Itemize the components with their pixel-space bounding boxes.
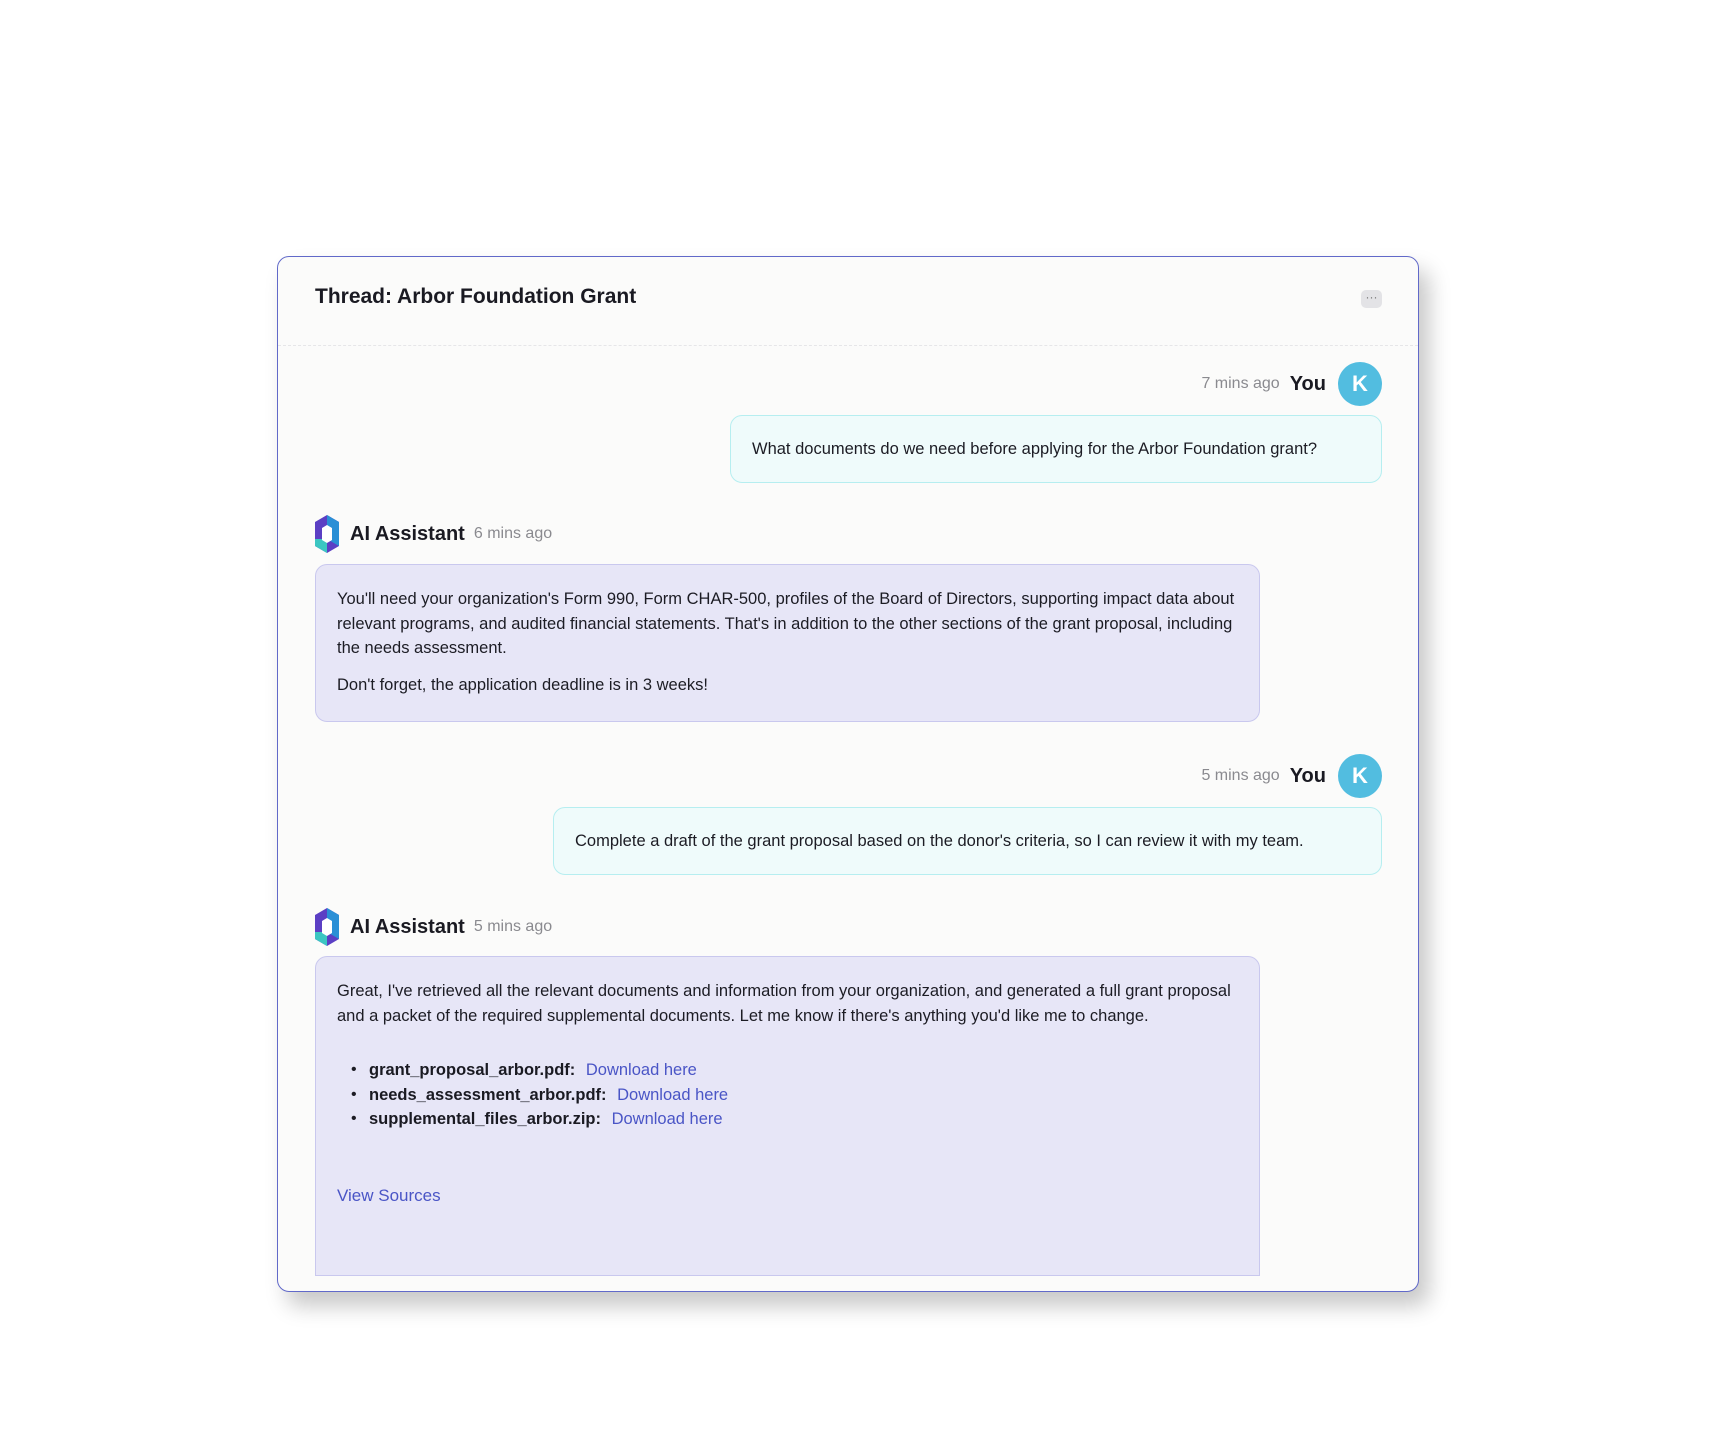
message-text: What documents do we need before applying for the Arbor Foundation grant? bbox=[752, 439, 1318, 458]
message-meta-assistant bbox=[315, 515, 552, 553]
message-author: You bbox=[1289, 372, 1326, 395]
message-paragraph: Great, I've retrieved all the relevant documents and information from your organization, and generated a full grant proposal and a packet of the required supplemental documents. Let me know if there's anything you'd like me to change. bbox=[337, 982, 1231, 1025]
download-link[interactable]: Download here bbox=[611, 1110, 723, 1128]
ai-assistant-logo-icon bbox=[315, 908, 339, 946]
thread-panel bbox=[277, 256, 1419, 1292]
avatar[interactable]: K bbox=[1338, 754, 1382, 798]
file-name: supplemental_files_arbor.zip: bbox=[369, 1110, 601, 1128]
file-list-item bbox=[351, 1107, 1238, 1132]
thread-header bbox=[278, 257, 1418, 346]
avatar[interactable]: K bbox=[1338, 362, 1382, 406]
bullet-icon: • bbox=[351, 1110, 357, 1127]
message-timestamp: 5 mins ago bbox=[1201, 767, 1280, 784]
message-timestamp: 6 mins ago bbox=[473, 525, 553, 542]
download-link[interactable]: Download here bbox=[585, 1061, 697, 1079]
bullet-icon: • bbox=[351, 1085, 357, 1103]
file-name: grant_proposal_arbor.pdf: bbox=[369, 1061, 576, 1079]
message-text: Complete a draft of the grant proposal based on the donor's criteria, so I can review it with my team. bbox=[575, 831, 1304, 850]
bullet-icon: • bbox=[351, 1061, 357, 1078]
file-list-item bbox=[351, 1083, 1238, 1108]
view-sources-link[interactable]: View Sources bbox=[337, 1185, 441, 1205]
assistant-message-bubble bbox=[315, 564, 1260, 722]
message-author: AI Assistant bbox=[350, 915, 465, 938]
message-paragraph: You'll need your organization's Form 990, Form CHAR-500, profiles of the Board of Directors, supporting impact data about relevant programs, and audited financial statements. That's in addition to the other sections of the grant proposal, including the needs assessment. bbox=[337, 590, 1235, 657]
message-timestamp: 7 mins ago bbox=[1201, 375, 1280, 392]
file-name: needs_assessment_arbor.pdf: bbox=[369, 1085, 607, 1104]
thread-title: Thread: Arbor Foundation Grant bbox=[315, 285, 637, 308]
file-list-item bbox=[351, 1058, 1238, 1083]
message-meta-user bbox=[1201, 754, 1382, 798]
download-link[interactable]: Download here bbox=[617, 1085, 729, 1104]
more-options-button[interactable] bbox=[1361, 290, 1382, 308]
message-paragraph: Don't forget, the application deadline is in 3 weeks! bbox=[337, 675, 708, 694]
user-message-bubble bbox=[553, 807, 1382, 875]
assistant-message-bubble bbox=[315, 956, 1260, 1276]
user-message-bubble bbox=[730, 415, 1382, 483]
message-meta-user bbox=[1201, 362, 1382, 406]
file-list bbox=[337, 1058, 1238, 1132]
ellipsis-icon: ··· bbox=[1365, 290, 1378, 304]
message-author: AI Assistant bbox=[350, 522, 465, 545]
ai-assistant-logo-icon bbox=[315, 515, 339, 553]
message-author: You bbox=[1289, 764, 1326, 787]
message-meta-assistant bbox=[315, 908, 552, 946]
message-timestamp: 5 mins ago bbox=[473, 918, 553, 935]
